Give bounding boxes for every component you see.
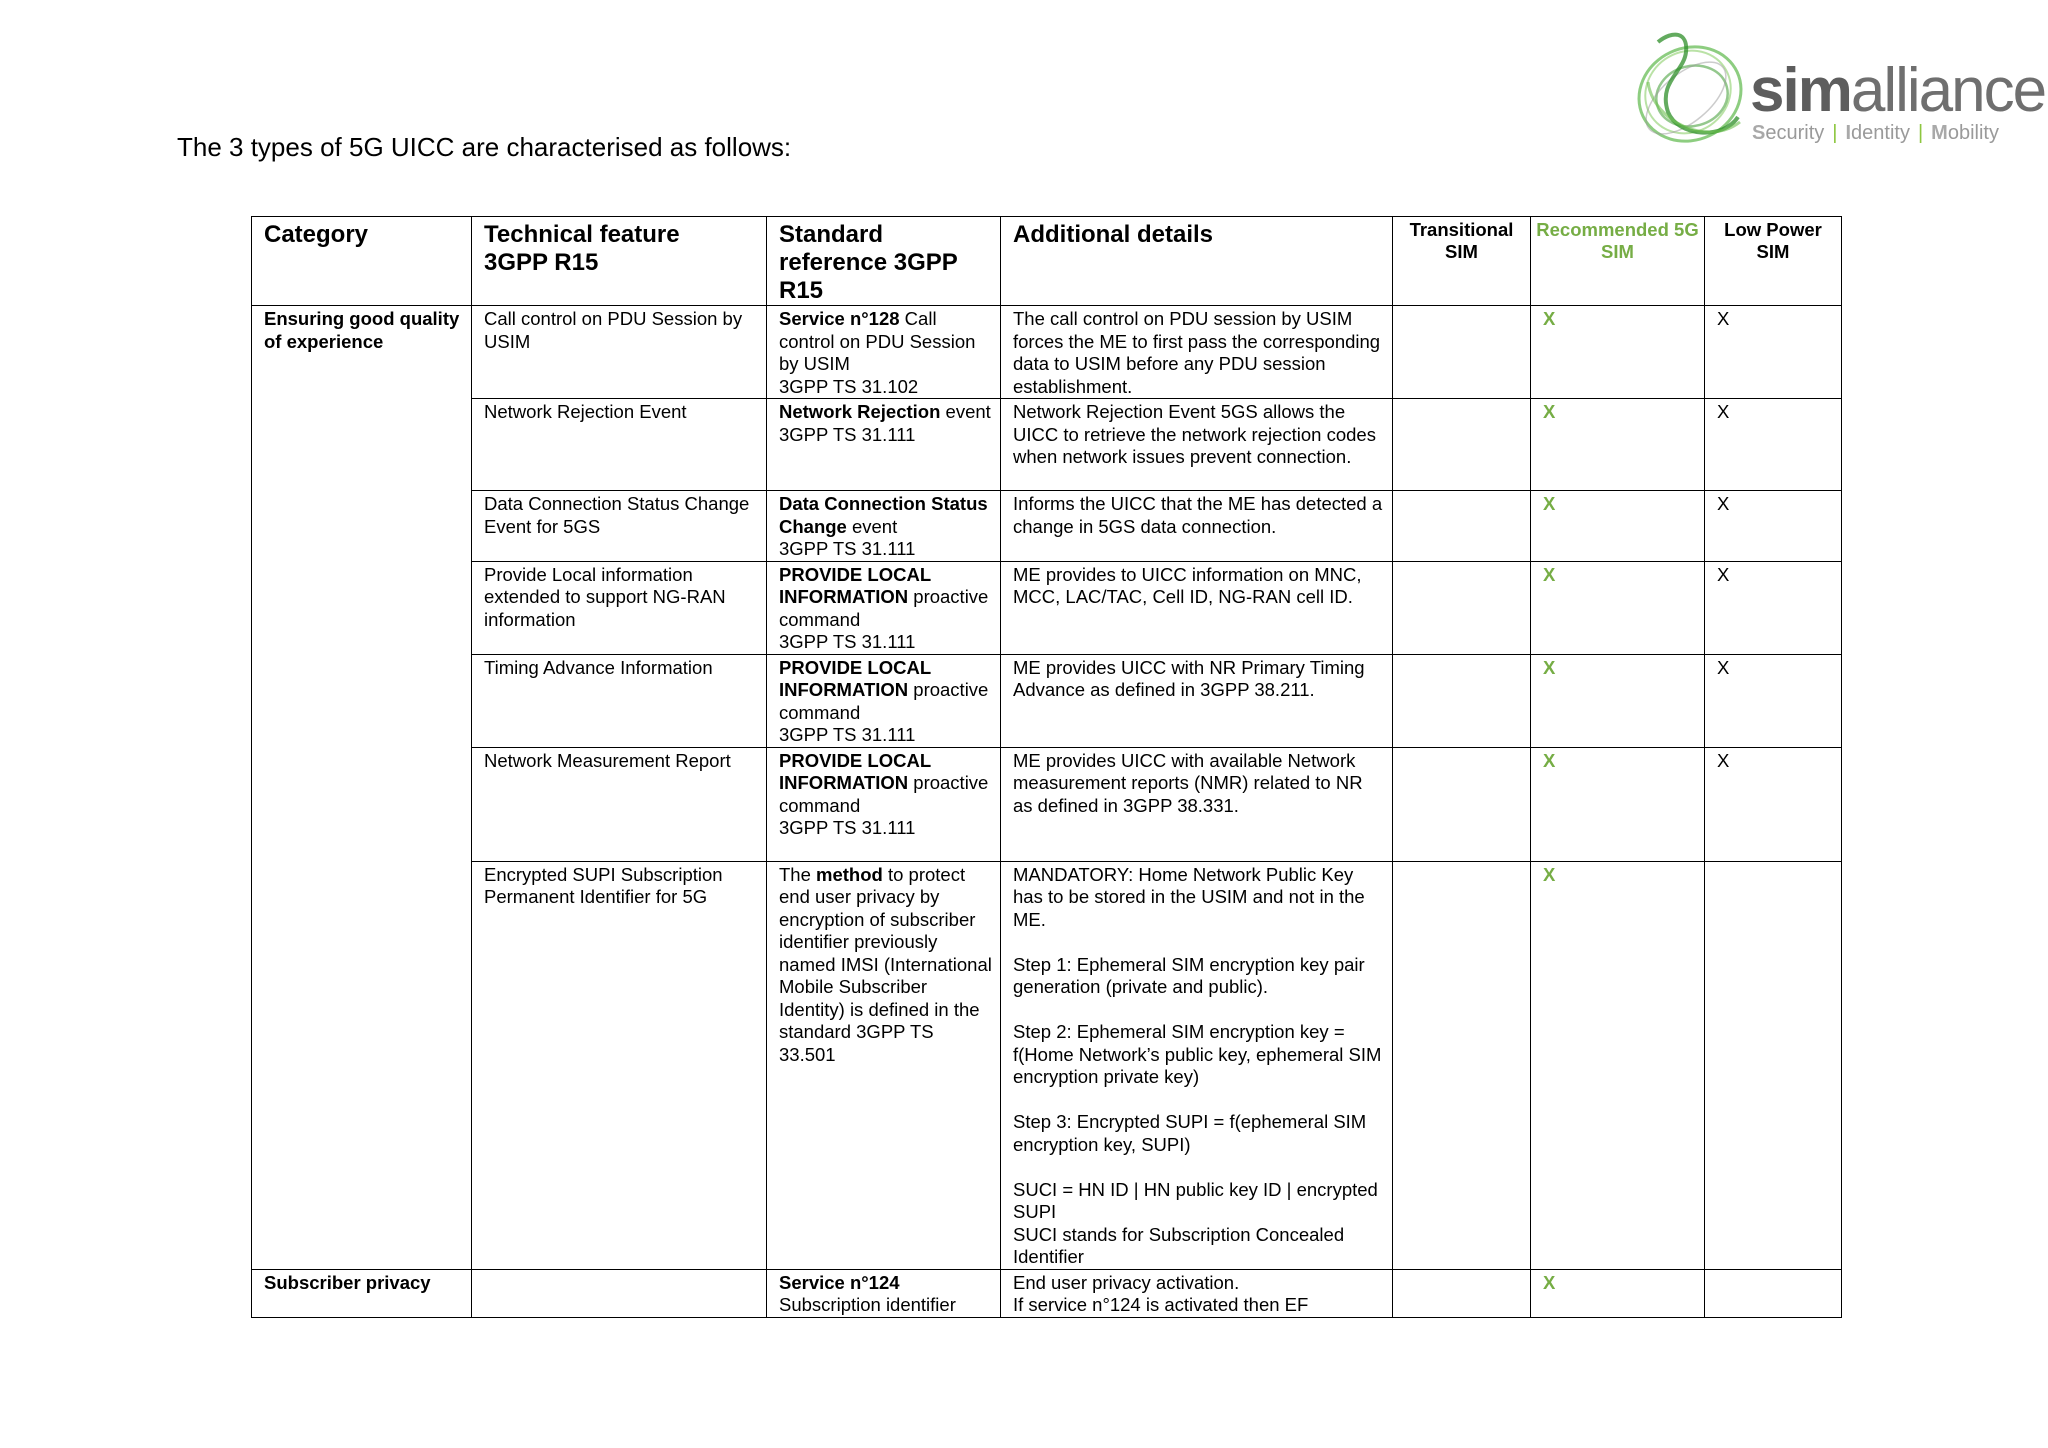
standard-cell: The method to protect end user privacy by encryption of subscriber identifier previously named IMSI (International Mobile Subscriber Identity) is defined in the standard 3GPP TS 33.501: [767, 861, 1001, 1269]
details-cell: ME provides to UICC information on MNC, MCC, LAC/TAC, Cell ID, NG-RAN cell ID.: [1001, 561, 1393, 654]
recommended-mark: X: [1531, 654, 1705, 747]
lowpower-mark: X: [1705, 399, 1842, 491]
standard-cell: PROVIDE LOCAL INFORMATION proactive command 3GPP TS 31.111: [767, 747, 1001, 861]
transitional-mark: [1393, 747, 1531, 861]
logo-tagline: Security | Identity | Mobility: [1752, 122, 1999, 144]
logo-wordmark: simalliance: [1750, 56, 2046, 125]
table-row: [252, 1269, 1842, 1317]
standard-cell: Service n°124 Subscription identifier: [767, 1269, 1001, 1317]
feature-cell: Network Measurement Report: [472, 747, 767, 861]
lowpower-mark: X: [1705, 561, 1842, 654]
standard-cell: Network Rejection event 3GPP TS 31.111: [767, 399, 1001, 491]
lowpower-mark: X: [1705, 306, 1842, 399]
transitional-mark: [1393, 399, 1531, 491]
feature-cell: [472, 1269, 767, 1317]
category-ensuring-qoe: Ensuring good quality of experience: [252, 306, 472, 1270]
table-row: [252, 491, 1842, 562]
details-cell: Network Rejection Event 5GS allows the UICC to retrieve the network rejection codes when network issues prevent connection.: [1001, 399, 1393, 491]
transitional-mark: [1393, 561, 1531, 654]
recommended-mark: X: [1531, 747, 1705, 861]
simalliance-logo: [1628, 22, 2046, 152]
details-cell: Informs the UICC that the ME has detected a change in 5GS data connection.: [1001, 491, 1393, 562]
table-row: [252, 747, 1842, 861]
transitional-mark: [1393, 1269, 1531, 1317]
swirl-logo-icon: [1628, 22, 1758, 152]
transitional-mark: [1393, 654, 1531, 747]
feature-cell: Provide Local information extended to support NG-RAN information: [472, 561, 767, 654]
table-row: [252, 306, 1842, 399]
feature-cell: Call control on PDU Session by USIM: [472, 306, 767, 399]
intro-text: The 3 types of 5G UICC are characterised as follows:: [177, 132, 792, 162]
table-row: [252, 561, 1842, 654]
lowpower-mark: [1705, 861, 1842, 1269]
details-cell: MANDATORY: Home Network Public Key has to be stored in the USIM and not in the ME. Step 1: Ephemeral SIM encryption key pair generation (private and public). Step 2: Ephemeral SIM encryption key = f(Home Network’s public key, ephemeral SIM encryption private key) Step 3: Encrypted SUPI = f(ephemeral SIM encryption key, SUPI) SUCI = HN ID | HN public key ID | encrypted SUPI SUCI stands for Subscription Concealed Identifier: [1001, 861, 1393, 1269]
transitional-mark: [1393, 306, 1531, 399]
header-additional-details: Additional details: [1001, 217, 1393, 306]
table-header-row: [252, 217, 1842, 306]
recommended-mark: X: [1531, 491, 1705, 562]
lowpower-mark: X: [1705, 747, 1842, 861]
recommended-mark: X: [1531, 306, 1705, 399]
standard-cell: PROVIDE LOCAL INFORMATION proactive command 3GPP TS 31.111: [767, 654, 1001, 747]
details-cell: ME provides UICC with NR Primary Timing Advance as defined in 3GPP 38.211.: [1001, 654, 1393, 747]
table-row: [252, 654, 1842, 747]
feature-cell: Data Connection Status Change Event for 5GS: [472, 491, 767, 562]
details-cell: ME provides UICC with available Network measurement reports (NMR) related to NR as defined in 3GPP 38.331.: [1001, 747, 1393, 861]
details-cell: End user privacy activation. If service n°124 is activated then EF: [1001, 1269, 1393, 1317]
standard-cell: Data Connection Status Change event 3GPP TS 31.111: [767, 491, 1001, 562]
lowpower-mark: [1705, 1269, 1842, 1317]
standard-cell: PROVIDE LOCAL INFORMATION proactive command 3GPP TS 31.111: [767, 561, 1001, 654]
details-cell: The call control on PDU session by USIM forces the ME to first pass the corresponding data to USIM before any PDU session establishment.: [1001, 306, 1393, 399]
feature-cell: Network Rejection Event: [472, 399, 767, 491]
feature-cell: Encrypted SUPI Subscription Permanent Identifier for 5G: [472, 861, 767, 1269]
table-row: [252, 399, 1842, 491]
recommended-mark: X: [1531, 861, 1705, 1269]
lowpower-mark: X: [1705, 654, 1842, 747]
lowpower-mark: X: [1705, 491, 1842, 562]
header-transitional-sim: Transitional SIM: [1393, 217, 1531, 306]
category-subscriber-privacy: Subscriber privacy: [252, 1269, 472, 1317]
recommended-mark: X: [1531, 399, 1705, 491]
uicc-types-table: [251, 216, 1842, 1318]
transitional-mark: [1393, 491, 1531, 562]
header-technical-feature: Technical feature 3GPP R15: [472, 217, 767, 306]
recommended-mark: X: [1531, 1269, 1705, 1317]
recommended-mark: X: [1531, 561, 1705, 654]
header-category: Category: [252, 217, 472, 306]
table-row: [252, 861, 1842, 1269]
standard-cell: Service n°128 Call control on PDU Session by USIM 3GPP TS 31.102: [767, 306, 1001, 399]
header-standard-reference: Standard reference 3GPP R15: [767, 217, 1001, 306]
transitional-mark: [1393, 861, 1531, 1269]
header-low-power-sim: Low Power SIM: [1705, 217, 1842, 306]
header-recommended-5g-sim: Recommended 5G SIM: [1531, 217, 1705, 306]
feature-cell: Timing Advance Information: [472, 654, 767, 747]
